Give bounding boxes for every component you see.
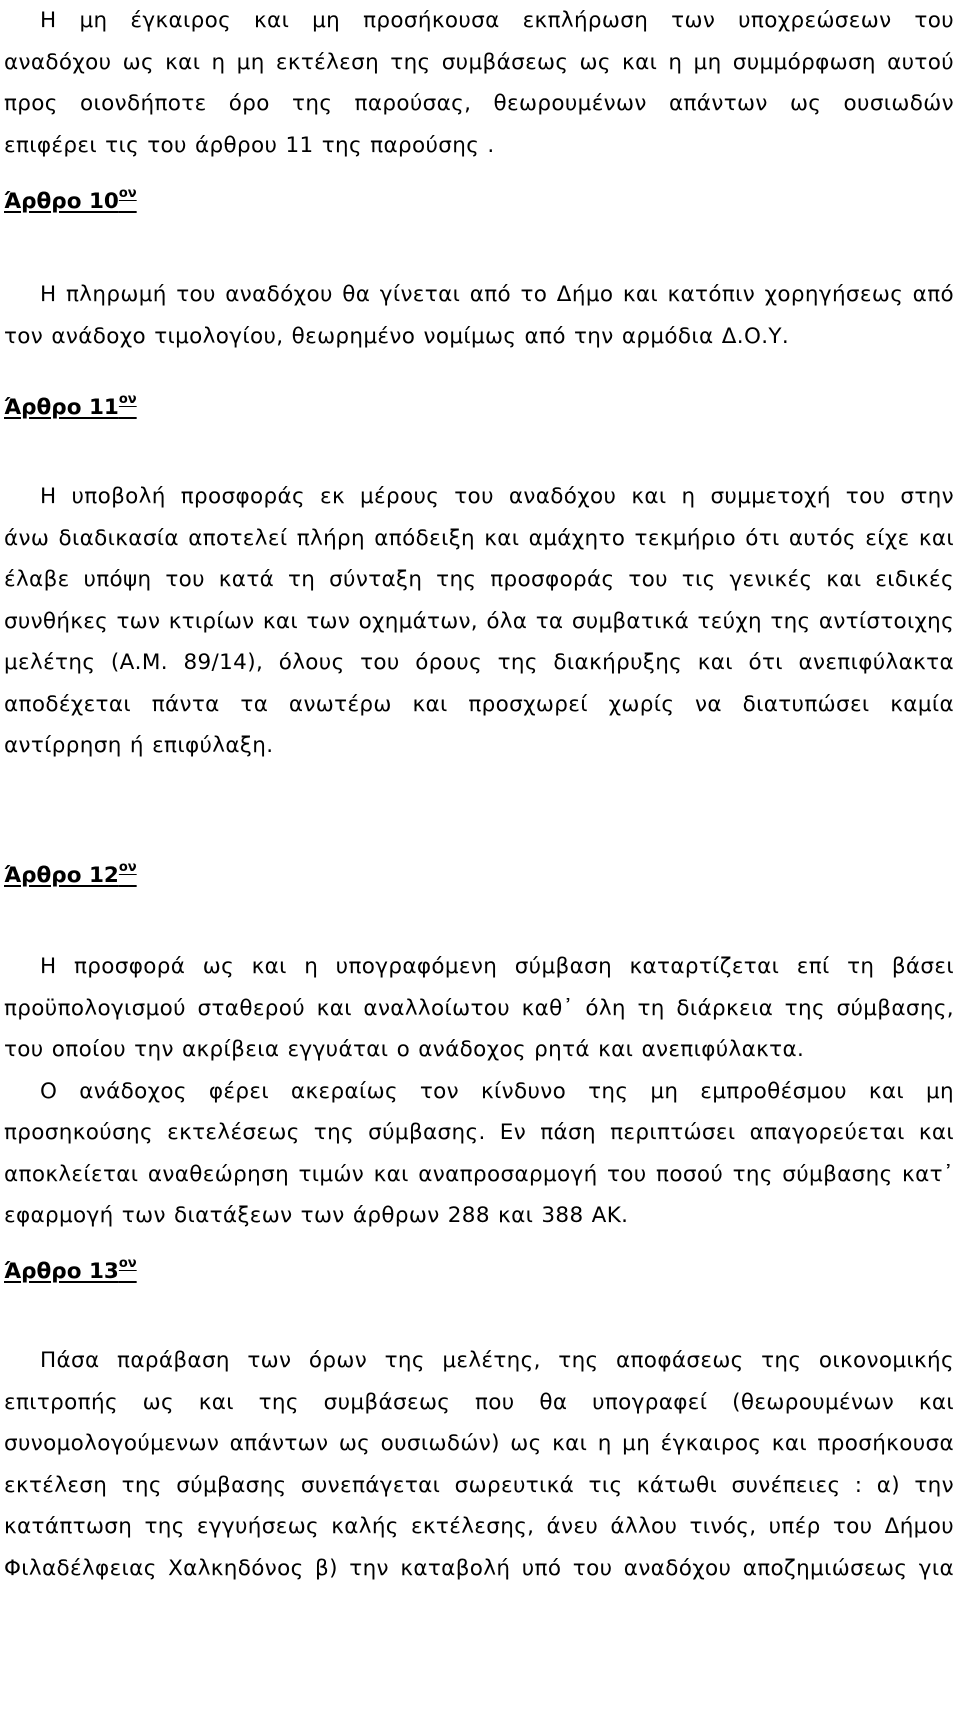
intro-line-1: Η μη έγκαιρος και μη προσήκουσα εκπλήρωση των υποχρεώσεων του — [40, 8, 954, 33]
article-10-line-2: τον ανάδοχο τιμολογίου, θεωρημένο νομίμως από την αρμόδια Δ.Ο.Υ. — [4, 323, 790, 349]
article-12-line-3: του οποίου την ακρίβεια εγγυάται ο ανάδοχος ρητά και ανεπιφύλακτα. — [4, 1037, 805, 1062]
article-11-suffix: ον — [118, 392, 137, 407]
article-11-heading — [4, 392, 137, 420]
article-13-line-6: Φιλαδέλφειας Χαλκηδόνος β) την καταβολή υπό του αναδόχου αποζημιώσεως για — [4, 1555, 954, 1581]
intro-paragraph — [4, 0, 954, 166]
article-12-suffix: ον — [118, 860, 137, 875]
article-12-line-4: Ο ανάδοχος φέρει ακεραίως τον κίνδυνο της μη εμπροθέσμου και μη — [40, 1078, 954, 1104]
article-12-line-2: προϋπολογισμού σταθερού και αναλλοίωτου καθ᾽ όλη τη διάρκεια της σύμβασης, — [4, 995, 954, 1021]
article-13-line-2: επιτροπής ως και της συμβάσεως που θα υπογραφεί (θεωρουμένων και — [4, 1389, 954, 1415]
article-10-paragraph — [4, 274, 954, 357]
article-11-line-7: αντίρρηση ή επιφύλαξη. — [4, 733, 274, 758]
article-13-line-1: Πάσα παράβαση των όρων της μελέτης, της αποφάσεως της οικονομικής — [40, 1348, 954, 1373]
article-13-suffix: ον — [118, 1256, 137, 1271]
article-11-line-6: αποδέχεται πάντα τα ανωτέρω και προσχωρεί χωρίς να διατυπώσει καμία — [4, 691, 954, 717]
article-11-paragraph — [4, 476, 954, 767]
article-12-line-7: εφαρμογή των διατάξεων των άρθρων 288 και 388 ΑΚ. — [4, 1203, 629, 1228]
article-10-heading — [4, 186, 137, 214]
article-13-line-3: συνομολογούμενων απάντων ως ουσιωδών) ως και η μη έγκαιρος και προσήκουσα — [4, 1431, 954, 1456]
article-12-heading — [4, 860, 137, 888]
article-11-line-2: άνω διαδικασία αποτελεί πλήρη απόδειξη και αμάχητο τεκμήριο ότι αυτός είχε και — [4, 525, 954, 551]
article-12-paragraph — [4, 946, 954, 1237]
article-10-line-1: Η πληρωμή του αναδόχου θα γίνεται από το Δήμο και κατόπιν χορηγήσεως από — [40, 282, 954, 307]
article-12-title: Άρθρο 12 — [4, 863, 119, 888]
article-13-line-4: εκτέλεση της σύμβασης συνεπάγεται σωρευτικά τις κάτωθι συνέπειες : α) την — [4, 1472, 954, 1498]
article-13-paragraph — [4, 1340, 954, 1589]
article-13-title: Άρθρο 13 — [4, 1259, 119, 1284]
article-11-line-4: συνθήκες των κτιρίων και των οχημάτων, όλα τα συμβατικά τεύχη της αντίστοιχης — [4, 608, 954, 634]
intro-line-4: επιφέρει τις του άρθρου 11 της παρούσης . — [4, 132, 495, 158]
article-10-suffix: ον — [118, 186, 137, 201]
article-11-line-3: έλαβε υπόψη του κατά τη σύνταξη της προσφοράς του τις γενικές και ειδικές — [4, 567, 954, 592]
intro-line-3: προς οιονδήποτε όρο της παρούσας, θεωρουμένων απάντων ως ουσιωδών — [4, 91, 954, 116]
article-12-line-5: προσηκούσης εκτελέσεως της σύμβασης. Εν πάση περιπτώσει απαγορεύεται και — [4, 1120, 954, 1145]
article-11-title: Άρθρο 11 — [4, 395, 119, 420]
article-12-line-6: αποκλείεται αναθεώρηση τιμών και αναπροσαρμογή του ποσού της σύμβασης κατ᾽ — [4, 1161, 954, 1187]
intro-line-2: αναδόχου ως και η μη εκτέλεση της συμβάσεως ως και η μη συμμόρφωση αυτού — [4, 49, 954, 75]
article-13-heading — [4, 1256, 137, 1284]
article-11-line-5: μελέτης (Α.Μ. 89/14), όλους του όρους της διακήρυξης και ότι ανεπιφύλακτα — [4, 650, 954, 675]
article-13-line-5: κατάπτωση της εγγυήσεως καλής εκτέλεσης, άνευ άλλου τινός, υπέρ του Δήμου — [4, 1514, 954, 1539]
article-11-line-1: Η υποβολή προσφοράς εκ μέρους του αναδόχου και η συμμετοχή του στην — [40, 484, 954, 509]
article-10-title: Άρθρο 10 — [4, 189, 119, 214]
article-12-line-1: Η προσφορά ως και η υπογραφόμενη σύμβαση καταρτίζεται επί τη βάσει — [40, 954, 954, 979]
